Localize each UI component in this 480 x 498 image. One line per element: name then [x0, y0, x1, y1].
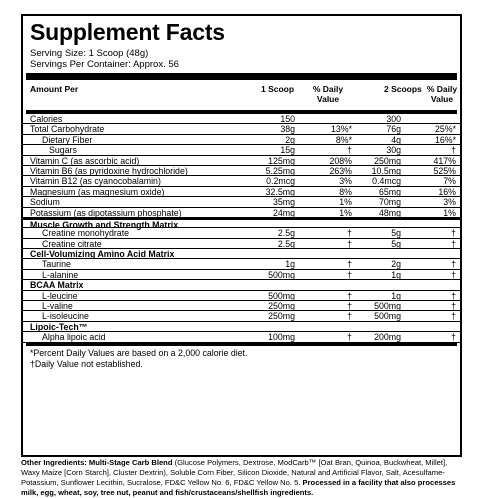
header-daily-value-2: % Daily Value: [426, 84, 458, 104]
table-row: L-isoleucine 250mg † 500mg †: [23, 311, 460, 321]
header-2-scoops: 2 Scoops: [384, 84, 422, 94]
dagger-footnote: †Daily Value not established.: [30, 359, 143, 369]
table-row: Dietary Fiber 2g 8%* 4g 16%*: [23, 135, 460, 145]
table-row: Calories 150 300: [23, 114, 460, 124]
other-ingredients: [21, 458, 462, 498]
table-row: Creatine citrate 2.5g † 5g †: [23, 239, 460, 249]
ingredients-label: Other Ingredients: Multi-Stage Carb Blend: [21, 458, 173, 467]
header-1-scoop: 1 Scoop: [261, 84, 295, 94]
serving-size: Serving Size: 1 Scoop (48g): [30, 48, 149, 59]
table-row: L-alanine 500mg † 1g †: [23, 270, 460, 280]
supplement-facts-panel: [21, 14, 462, 457]
table-row: Vitamin B12 (as cyanocobalamin) 0.2mcg 3% 0.4mcg 7%: [23, 176, 460, 186]
header-amount-per: Amount Per: [30, 84, 79, 94]
nutrient-table: [23, 114, 460, 343]
thick-divider: [26, 73, 457, 80]
thick-divider: [26, 343, 457, 346]
allergen-statement: Processed in a facility that also processes milk, egg, wheat, soy, tree nut, peanut and fish/crustaceans/shellfish ingredients.: [21, 478, 456, 497]
table-row: L-valine 250mg † 500mg †: [23, 301, 460, 311]
section-heading: BCAA Matrix: [23, 280, 460, 290]
table-row: Vitamin B6 (as pyridoxine hydrochloride) 5.25mg 263% 10.5mg 525%: [23, 166, 460, 176]
table-row: Magnesium (as magnesium oxide) 32.5mg 8% 65mg 16%: [23, 187, 460, 197]
table-row: Taurine 1g † 2g †: [23, 259, 460, 269]
daily-value-footnote: *Percent Daily Values are based on a 2,000 calorie diet.: [30, 348, 248, 358]
servings-per-container: Servings Per Container: Approx. 56: [30, 59, 179, 70]
header-daily-value-1: % Daily Value: [312, 84, 344, 104]
section-heading: Cell-Volumizing Amino Acid Matrix: [23, 249, 460, 259]
section-heading: Muscle Growth and Strength Matrix: [23, 218, 460, 228]
table-row: Sodium 35mg 1% 70mg 3%: [23, 197, 460, 207]
section-heading: Lipoic-Tech™: [23, 322, 460, 332]
column-header: [23, 80, 460, 110]
table-row: Potassium (as dipotassium phosphate) 24mg 1% 48mg 1%: [23, 208, 460, 218]
table-row: Creatine monohydrate 2.5g † 5g †: [23, 228, 460, 238]
panel-title: Supplement Facts: [30, 19, 225, 45]
ingredients-text: (Glucose Polymers, Dextrose, ModCarb™ [Oat Bran, Quinoa, Buckwheat, Millet], Waxy Maize [Corn Starch], Cluster Dextrin), Soluble Corn Fiber, Silicon Dioxide, Natural and Artificial Flavor, Salt, Acesulfame-Potassium, Sunflower Lecithin, Sucralose, FD&C Yellow No. 6, FD&C Yellow No. 5.: [21, 458, 448, 487]
table-row: Alpha lipoic acid 100mg † 200mg †: [23, 332, 460, 342]
table-row: Total Carbohydrate 38g 13%* 76g 25%*: [23, 124, 460, 134]
table-row: Vitamin C (as ascorbic acid) 125mg 208% 250mg 417%: [23, 156, 460, 166]
table-row: Sugars 15g † 30g †: [23, 145, 460, 155]
table-row: L-leucine 500mg † 1g †: [23, 291, 460, 301]
